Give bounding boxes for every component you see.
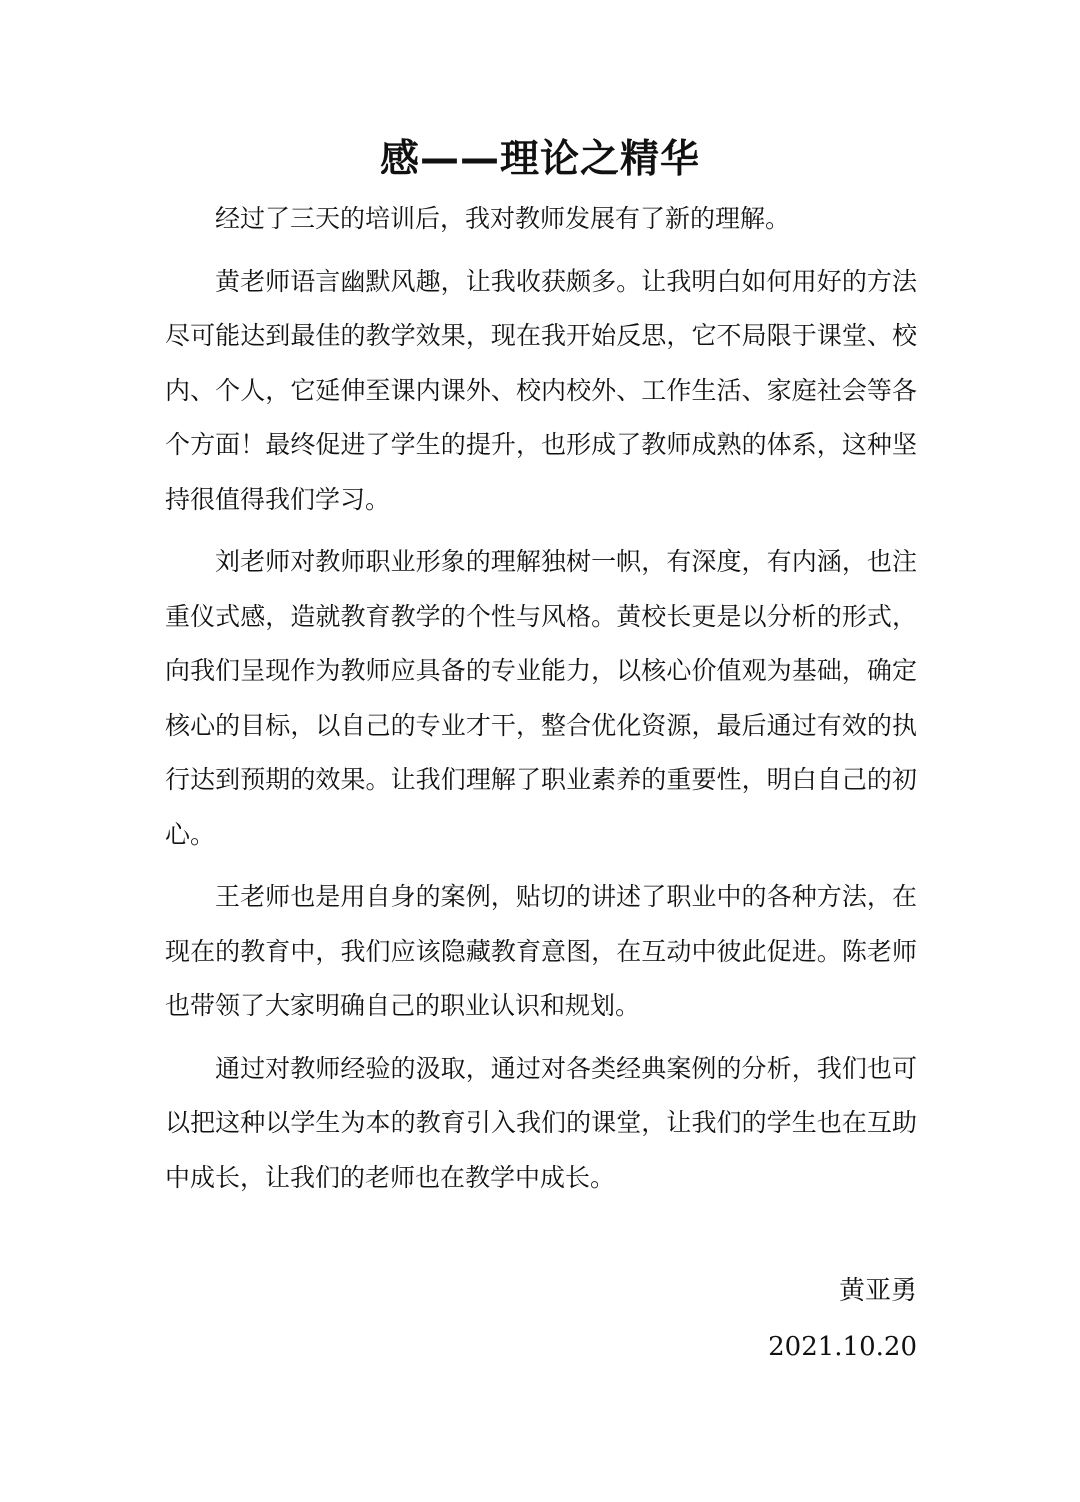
paragraph-5: 通过对教师经验的汲取，通过对各类经典案例的分析，我们也可以把这种以学生为本的教育引入我们的课堂，让我们的学生也在互助中成长，让我们的老师也在教学中成长。 — [165, 1053, 917, 1192]
paragraph-3: 刘老师对教师职业形象的理解独树一帜，有深度，有内涵，也注重仪式感，造就教育教学的个性与风格。黄校长更是以分析的形式，向我们呈现作为教师应具备的专业能力，以核心价值观为基础，确定核心的目标，以自己的专业才干，整合优化资源，最后通过有效的执行达到预期的效果。让我们理解了职业素养的重要性，明白自己的初心。 — [165, 547, 917, 849]
document-date: 2021.10.20 — [768, 1332, 917, 1362]
document-body — [165, 192, 917, 1213]
paragraph-2: 黄老师语言幽默风趣，让我收获颇多。让我明白如何用好的方法尽可能达到最佳的教学效果，现在我开始反思，它不局限于课堂、校内、个人，它延伸至课内课外、校内校外、工作生活、家庭社会等各个方面！最终促进了学生的提升，也形成了教师成熟的体系，这种坚持很值得我们学习。 — [165, 266, 917, 514]
author-signature: 黄亚勇 — [838, 1276, 917, 1306]
paragraph-1: 经过了三天的培训后，我对教师发展有了新的理解。 — [215, 204, 791, 233]
document-title: 感——理论之精华 — [379, 137, 700, 182]
paragraph-4: 王老师也是用自身的案例，贴切的讲述了职业中的各种方法，在现在的教育中，我们应该隐藏教育意图，在互动中彼此促进。陈老师也带领了大家明确自己的职业认识和规划。 — [165, 882, 917, 1020]
